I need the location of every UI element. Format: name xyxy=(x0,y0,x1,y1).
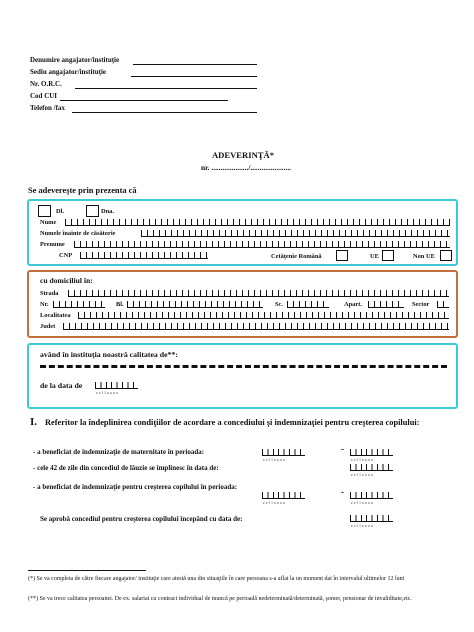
range-dash: - xyxy=(341,444,344,454)
cetatenie-label: Cetăţenie Română xyxy=(271,253,322,260)
employer-name-line[interactable] xyxy=(133,64,257,65)
lauzie-date-field[interactable] xyxy=(350,464,393,471)
nume-label: Nume xyxy=(40,219,57,226)
approval-date-field[interactable] xyxy=(350,515,393,522)
child-care-start-field[interactable] xyxy=(262,492,305,499)
intro-text: Se adevereşte prin prezenta că xyxy=(28,186,137,195)
cui-line[interactable] xyxy=(60,100,228,101)
calitate-field[interactable] xyxy=(40,365,447,368)
section-number: I. xyxy=(30,416,38,428)
judet-label: Judet xyxy=(40,323,56,330)
maternity-label: - a beneficiat de indemnizaţie de maternitate în perioada: xyxy=(33,448,205,456)
prenume-label: Prenume xyxy=(40,241,65,248)
child-care-label: - a beneficiat de indemnizaţie pentru creşterea copilului în perioada: xyxy=(33,483,238,491)
start-date-hint: z z l l a a a a xyxy=(96,391,118,395)
dna-checkbox[interactable] xyxy=(86,205,99,217)
approval-label: Se aprobă concediul pentru creşterea copilului începând cu data de: xyxy=(40,515,243,523)
employment-title: având în instituţia noastră calitatea de**: xyxy=(40,350,178,359)
nr-label: Nr. xyxy=(40,301,49,308)
start-date-label: de la data de xyxy=(40,381,83,390)
localitatea-label: Localitatea xyxy=(40,312,71,319)
nume-ant-label: Numele înainte de căsătorie xyxy=(40,230,116,237)
cnp-field[interactable] xyxy=(80,252,208,259)
date-hint: z z l l a a a a xyxy=(351,458,373,462)
sector-field[interactable] xyxy=(437,301,449,308)
date-hint: z z l l a a a a xyxy=(351,524,373,528)
footnote-2: (**) Se va trece calitatea persoanei. De ex. salariat cu contract individual de muncă pe perioadă nedeterminată/determinată, şomer, pensionar de invaliditate,etc. xyxy=(28,596,412,602)
bl-label: Bl. xyxy=(116,301,124,308)
ue-checkbox[interactable] xyxy=(382,250,394,261)
lauzie-label: - cele 42 de zile din concediul de lăuzie se împlinesc în data de: xyxy=(33,464,219,472)
section-text: Referitor la îndeplinirea condiţiilor de acordare a concediului şi indemnizaţiei pentru creşterea copilului: xyxy=(45,418,420,427)
employer-address-line[interactable] xyxy=(131,76,257,77)
nr-field[interactable] xyxy=(53,301,105,308)
document-title: ADEVERINŢĂ* xyxy=(211,150,275,160)
employer-address-label: Sediu angajator/instituţie xyxy=(30,68,107,76)
localitatea-field[interactable] xyxy=(78,312,449,319)
nume-ant-field[interactable] xyxy=(141,230,450,237)
sc-label: Sc. xyxy=(275,301,283,308)
non-ue-label: Non UE xyxy=(413,253,435,260)
phone-line[interactable] xyxy=(72,112,257,113)
cui-label: Cod CUI xyxy=(30,92,58,100)
address-title: cu domiciliul în: xyxy=(40,276,93,285)
orc-line[interactable] xyxy=(75,88,257,89)
non-ue-checkbox[interactable] xyxy=(440,250,452,261)
nume-field[interactable] xyxy=(65,219,450,226)
child-care-end-field[interactable] xyxy=(350,492,393,499)
ue-label: UE xyxy=(370,253,379,260)
dna-label: Dna. xyxy=(101,208,114,215)
date-hint: z z l l a a a a xyxy=(263,501,285,505)
range-dash: - xyxy=(341,487,344,497)
phone-label: Telefon /fax xyxy=(30,104,65,112)
cetatenie-ro-checkbox[interactable] xyxy=(336,250,348,261)
dl-checkbox[interactable] xyxy=(38,205,51,217)
sc-field[interactable] xyxy=(287,301,329,308)
start-date-field[interactable] xyxy=(95,382,138,389)
employer-name-label: Denumire angajator/instituţie xyxy=(30,56,120,64)
footnote-1: (*) Se va completa de către fiecare angajator/ instituţie care atestă una din situaţiile în care persoana s-a aflat la un moment dat în intervalul ultimelor 12 luni xyxy=(28,576,405,582)
dl-label: Dl. xyxy=(56,208,64,215)
strada-label: Strada xyxy=(40,290,59,297)
cnp-label: CNP xyxy=(59,252,73,259)
document-number: nr. ..................../...................... xyxy=(200,163,292,172)
sector-label: Sector xyxy=(412,301,430,308)
prenume-field[interactable] xyxy=(74,241,450,248)
apart-field[interactable] xyxy=(368,301,404,308)
footnote-separator xyxy=(28,570,146,571)
orc-label: Nr. O.R.C. xyxy=(30,80,62,88)
maternity-start-field[interactable] xyxy=(262,449,305,456)
maternity-end-field[interactable] xyxy=(350,449,393,456)
date-hint: z z l l a a a a xyxy=(263,458,285,462)
date-hint: z z l l a a a a xyxy=(351,473,373,477)
apart-label: Apart. xyxy=(344,301,362,308)
judet-field[interactable] xyxy=(63,323,449,330)
bl-field[interactable] xyxy=(127,301,263,308)
strada-field[interactable] xyxy=(68,290,449,297)
date-hint: z z l l a a a a xyxy=(351,501,373,505)
